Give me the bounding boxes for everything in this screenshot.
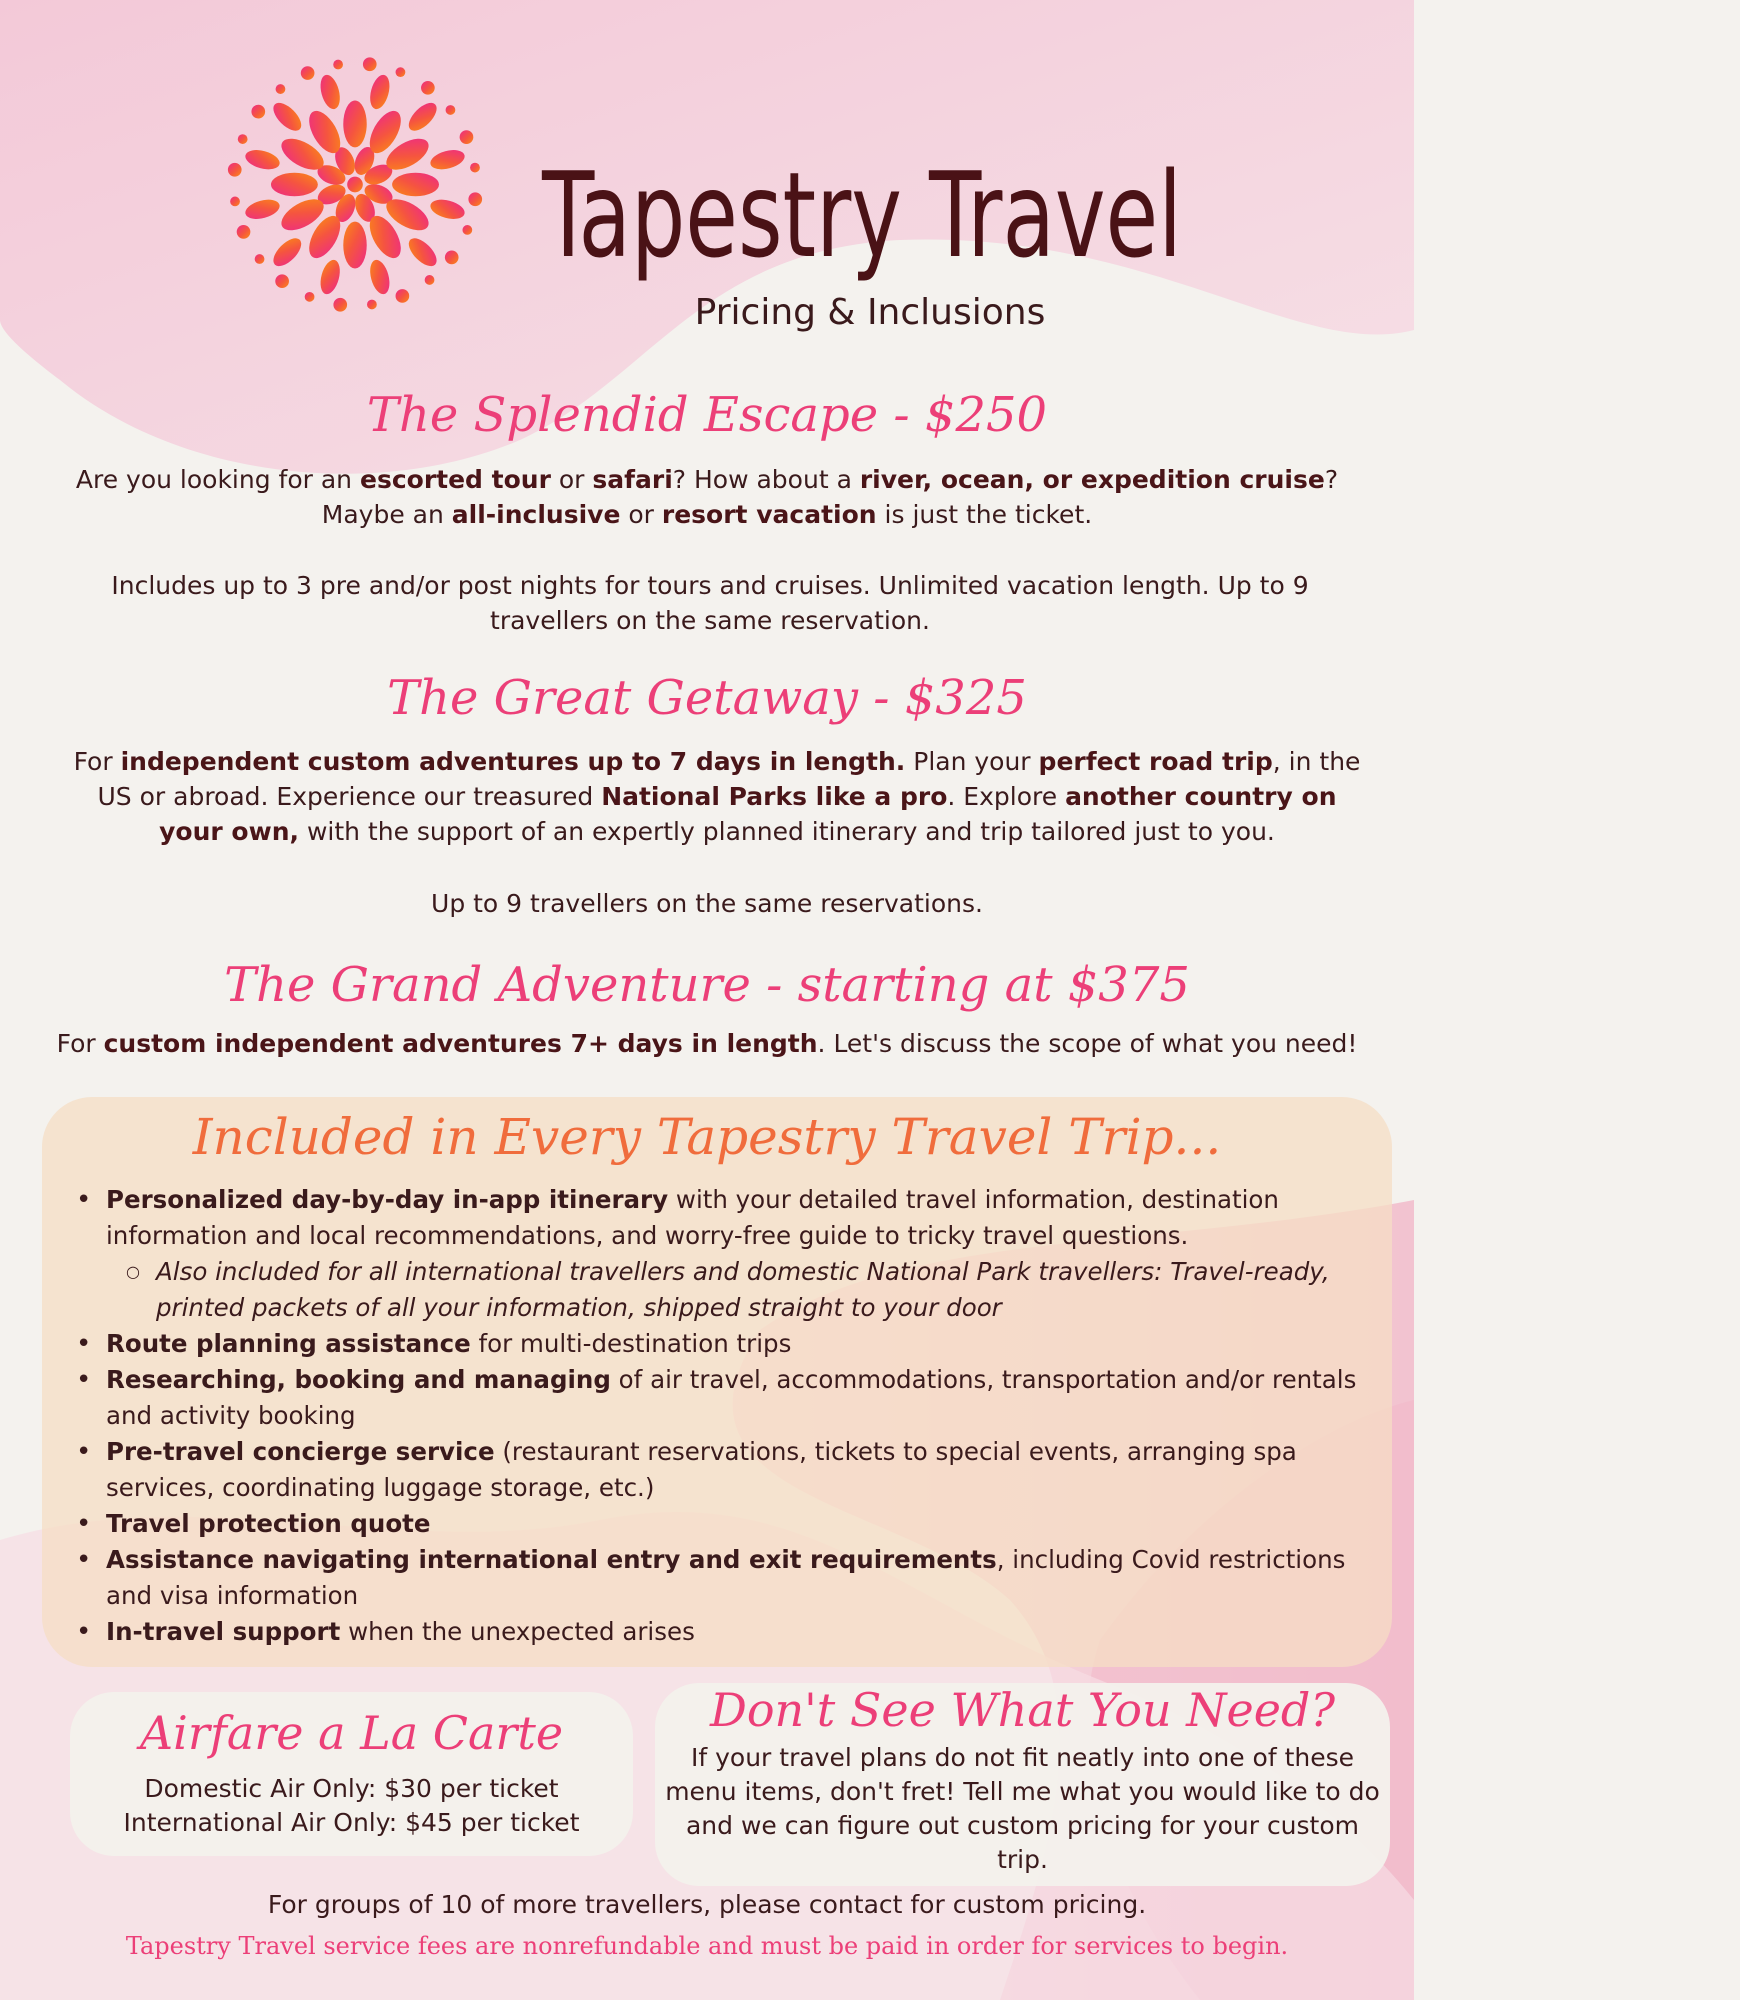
inclusion-item-label: Pre-travel concierge service	[106, 1437, 495, 1466]
body-text: is just the ticket.	[876, 500, 1093, 529]
airfare-international: International Air Only: $45 per ticket	[123, 1808, 580, 1837]
body-text: , in the US or abroad. Experience our treasured	[97, 747, 1361, 811]
inclusion-item	[70, 1326, 1390, 1362]
body-text: . Explore	[947, 782, 1066, 811]
custom-pricing-title: Don't See What You Need?	[709, 1683, 1336, 1737]
logo-dot	[470, 163, 480, 173]
inclusion-item-label: Researching, booking and managing	[106, 1365, 611, 1394]
logo-core	[347, 177, 363, 193]
logo-dot	[238, 134, 248, 144]
logo-dot	[276, 84, 286, 94]
highlight-text: custom independent adventures 7+ days in length	[103, 1029, 818, 1058]
airfare-domestic: Domestic Air Only: $30 per ticket	[144, 1774, 559, 1803]
logo-petal	[243, 196, 282, 222]
body-text: Plan your	[905, 747, 1039, 776]
body-text: For	[56, 1029, 104, 1058]
body-text: ? How about a	[672, 465, 860, 494]
logo-petal	[392, 173, 439, 196]
body-text: or	[550, 465, 593, 494]
logo-dot	[275, 274, 289, 288]
body-text: with the support of an expertly planned itinerary and trip tailored just to you.	[299, 817, 1275, 846]
logo-dot	[251, 105, 265, 119]
package-title-great-getaway: The Great Getaway - $325	[387, 670, 1027, 726]
inclusion-item-text: of air travel, accommodations, transportation and/or rentals and activity booking	[106, 1365, 1357, 1430]
body-text: . Let's discuss the scope of what you need!	[817, 1029, 1358, 1058]
highlight-text: independent custom adventures up to 7 days in length.	[120, 747, 906, 776]
logo-dot	[228, 163, 242, 177]
inclusion-item-text: with your detailed travel information, destination information and local recommendations, and worry-free guide to tricky travel questions.	[106, 1185, 1279, 1250]
airfare-title: Airfare a La Carte	[139, 1706, 564, 1760]
highlight-text: another country on your own,	[159, 782, 1337, 846]
inclusion-item-text: , including Covid restrictions and visa information	[106, 1545, 1346, 1610]
highlight-text: National Parks like a pro	[601, 782, 948, 811]
custom-pricing-card	[655, 1683, 1390, 1886]
brand-wordmark	[535, 78, 1190, 284]
logo-dot	[363, 57, 377, 71]
refund-policy-note: Tapestry Travel service fees are nonrefundable and must be paid in order for services to begin.	[125, 1932, 1289, 1960]
logo-petal	[269, 98, 306, 135]
inclusions-list	[70, 1182, 1390, 1650]
logo-dot	[237, 225, 251, 239]
page-subtitle: Pricing & Inclusions	[694, 292, 1046, 333]
logo-dot	[460, 130, 474, 144]
logo-petal	[269, 234, 306, 271]
body-text: ? Maybe an	[321, 465, 1339, 529]
logo-petal	[343, 222, 366, 269]
highlight-text: escorted tour	[359, 465, 551, 494]
logo-dot	[396, 67, 406, 77]
logo-dot	[301, 66, 315, 80]
logo-petal	[243, 147, 282, 173]
body-text: or	[620, 500, 662, 529]
logo-dot	[462, 225, 472, 235]
inclusions-title: Included in Every Tapestry Travel Trip...	[192, 1108, 1222, 1166]
logo-petal	[428, 196, 467, 222]
inclusion-item-label: In-travel support	[106, 1617, 341, 1646]
inclusion-item-text: (restaurant reservations, tickets to special events, arranging spa services, coordinating luggage storage, etc.)	[106, 1437, 1297, 1502]
inclusion-item	[70, 1434, 1390, 1506]
inclusion-item	[70, 1542, 1390, 1614]
inclusion-item-text: Also included for all international travellers and domestic National Park travellers: Travel-ready, printed packets of all your information, shipped straight to your door	[156, 1257, 1330, 1322]
inclusion-item	[70, 1506, 1390, 1542]
brand-title: Tapestry Travel	[541, 146, 1182, 284]
highlight-text: resort vacation	[661, 500, 877, 529]
logo-dot	[445, 251, 459, 265]
logo-petal	[317, 258, 343, 297]
logo-petal	[404, 234, 441, 271]
package-details-splendid-escape: Includes up to 3 pre and/or post nights for tours and cruises. Unlimited vacation length. Up to 9 travellers on the same reservation.	[111, 571, 1309, 635]
package-description-great-getaway	[62, 744, 1372, 849]
logo-dot	[333, 60, 343, 70]
airfare-card	[70, 1692, 633, 1856]
inclusion-item-label: Travel protection quote	[106, 1509, 431, 1538]
logo-dot	[255, 254, 265, 264]
logo-petal	[404, 98, 441, 135]
inclusion-item-label: Personalized day-by-day in-app itinerary	[106, 1185, 669, 1214]
inclusion-subitem	[70, 1254, 1390, 1326]
logo-petal	[343, 100, 366, 147]
inclusion-item-text: when the unexpected arises	[340, 1617, 695, 1646]
logo-petal	[317, 73, 343, 112]
logo-dot	[468, 192, 482, 206]
package-description-splendid-escape	[62, 462, 1352, 532]
custom-pricing-text: If your travel plans do not fit neatly into one of these menu items, don't fret! Tell me what you would like to do and we can figure out custom pricing for your custom trip.	[665, 1743, 1380, 1874]
logo-petal	[367, 258, 393, 297]
inclusion-item	[70, 1182, 1390, 1254]
highlight-text: safari	[592, 465, 673, 494]
body-text: For	[73, 747, 121, 776]
package-title-grand-adventure: The Grand Adventure - starting at $375	[224, 957, 1190, 1013]
package-title-splendid-escape: The Splendid Escape - $250	[366, 387, 1048, 443]
inclusion-item-label: Assistance navigating international entry and exit requirements	[106, 1545, 997, 1574]
body-text: Are you looking for an	[75, 465, 360, 494]
logo-petal	[271, 173, 318, 196]
logo-petal	[367, 73, 393, 112]
inclusion-item	[70, 1362, 1390, 1434]
package-details-great-getaway: Up to 9 travellers on the same reservations.	[431, 889, 983, 918]
logo-dot	[230, 197, 240, 207]
group-pricing-note: For groups of 10 of more travellers, please contact for custom pricing.	[267, 1890, 1147, 1919]
highlight-text: river, ocean, or expedition cruise	[859, 465, 1325, 494]
logo-dot	[421, 81, 435, 95]
mandala-logo-icon	[228, 52, 482, 317]
logo-dot	[425, 275, 435, 285]
highlight-text: all-inclusive	[451, 500, 621, 529]
inclusion-item	[70, 1614, 1390, 1650]
package-description-grand-adventure	[0, 1026, 1414, 1061]
inclusion-item-label: Route planning assistance	[106, 1329, 471, 1358]
inclusion-item-text: for multi-destination trips	[470, 1329, 792, 1358]
highlight-text: perfect road trip	[1038, 747, 1273, 776]
logo-dot	[446, 105, 456, 115]
logo-petal	[428, 147, 467, 173]
